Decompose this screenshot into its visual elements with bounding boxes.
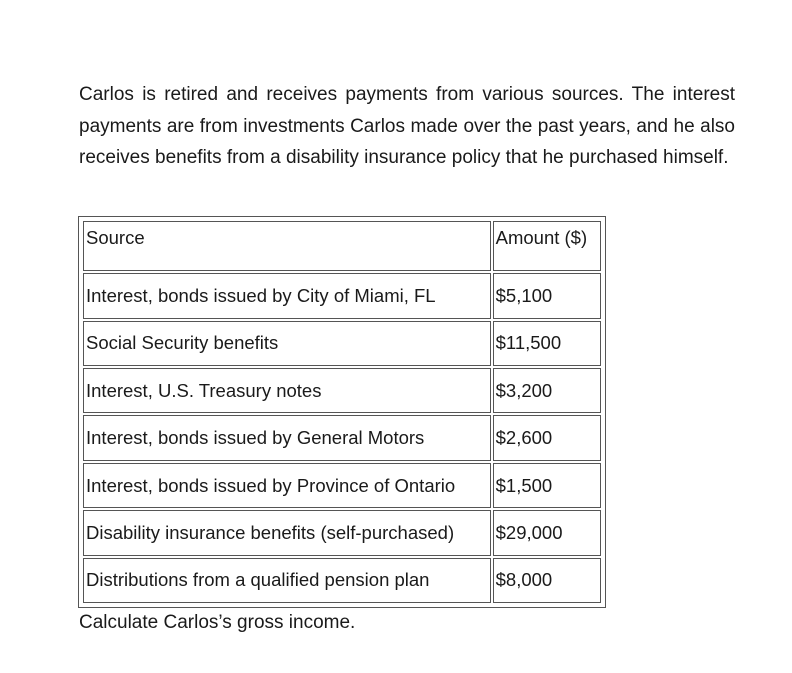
row-amount: $29,000 <box>493 510 601 555</box>
table-row <box>83 558 601 603</box>
question-text: Calculate Carlos’s gross income. <box>79 612 356 633</box>
table-row <box>83 273 601 318</box>
row-amount: $5,100 <box>493 273 601 318</box>
row-amount: $2,600 <box>493 415 601 460</box>
row-source: Distributions from a qualified pension plan <box>83 558 491 603</box>
row-source: Interest, U.S. Treasury notes <box>83 368 491 413</box>
table-row <box>83 510 601 555</box>
row-source: Interest, bonds issued by City of Miami, FL <box>83 273 491 318</box>
header-source: Source <box>83 221 491 271</box>
header-amount: Amount ($) <box>493 221 601 271</box>
table-row <box>83 463 601 508</box>
income-table <box>81 219 603 605</box>
row-source: Interest, bonds issued by General Motors <box>83 415 491 460</box>
income-sources-table <box>78 216 606 608</box>
row-source: Interest, bonds issued by Province of Ontario <box>83 463 491 508</box>
table-row <box>83 368 601 413</box>
intro-paragraph: Carlos is retired and receives payments from various sources. The interest payments are from investments Carlos made over the past years, and he also receives benefits from a disability insurance policy that he purchased himself. <box>79 84 735 168</box>
table-header-row <box>83 221 601 271</box>
table-row <box>83 321 601 366</box>
row-amount: $1,500 <box>493 463 601 508</box>
row-source: Disability insurance benefits (self-purchased) <box>83 510 491 555</box>
row-amount: $11,500 <box>493 321 601 366</box>
table-row <box>83 415 601 460</box>
row-amount: $3,200 <box>493 368 601 413</box>
row-amount: $8,000 <box>493 558 601 603</box>
row-source: Social Security benefits <box>83 321 491 366</box>
